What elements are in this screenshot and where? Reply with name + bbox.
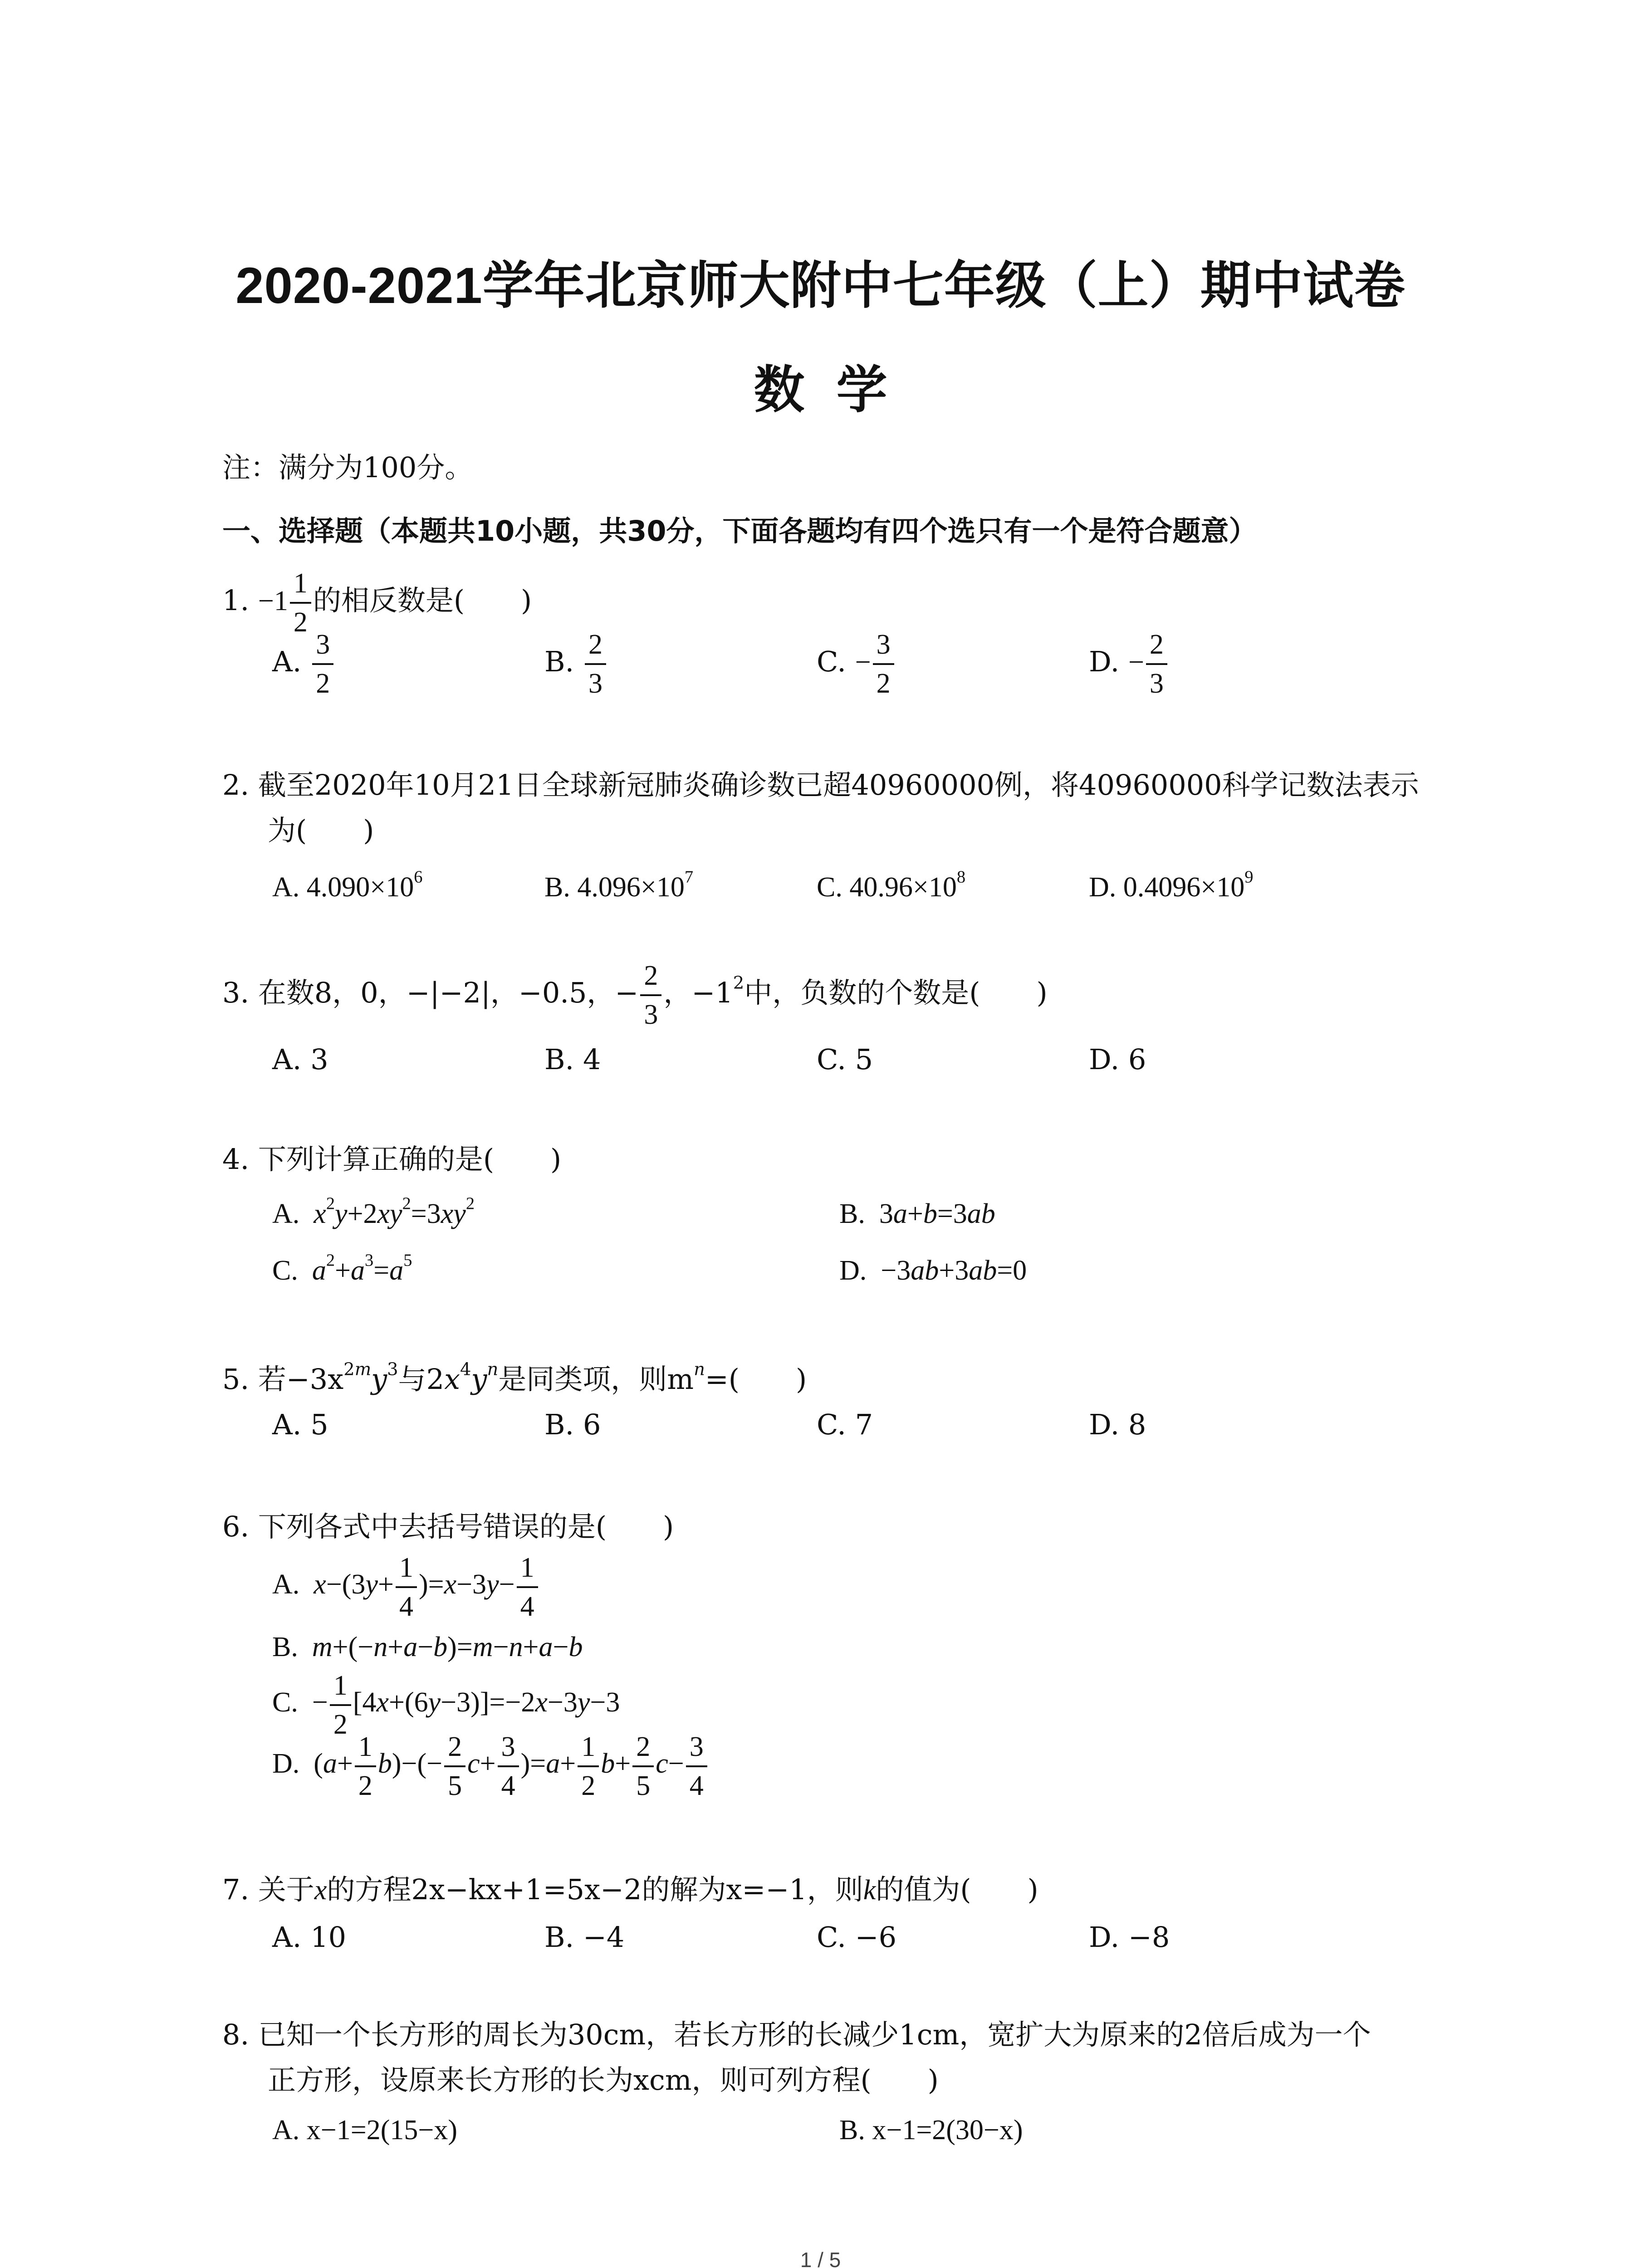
- page-number: 1 / 5: [800, 2248, 841, 2268]
- q6-option-c: C. − $\frac{1}{2}$ [4x+(6y−3)]=−2x−3y−3: [272, 1670, 620, 1740]
- q7-option-d: D. −8: [1089, 1921, 1170, 1954]
- q8-option-b: B. x−1=2(30−x): [839, 2115, 1023, 2146]
- fraction: $\frac{1}{2}$: [290, 569, 311, 636]
- q4-option-b: B. 3a+b=3ab: [839, 1198, 995, 1229]
- q8-option-a: A. x−1=2(15−x): [272, 2115, 457, 2146]
- q3-option-a: A. 3: [272, 1043, 328, 1076]
- q6-option-a: A. x−(3y+ $\frac{1}{4}$ )=x−3y− $\frac{1}{4}$: [272, 1554, 540, 1621]
- question-6: 6. 下列各式中去括号错误的是( ): [222, 1510, 674, 1543]
- q2-option-c: C. $40.96\times 10^8$: [817, 867, 966, 903]
- question-8-line-2: 正方形，设原来长方形的长为xcm，则可列方程( ): [268, 2063, 939, 2097]
- q3-option-b: B. 4: [544, 1043, 601, 1076]
- q1-option-c: C. − $\frac{3}{2}$: [817, 631, 896, 698]
- question-4: 4. 下列计算正确的是( ): [222, 1143, 562, 1176]
- question-3: 3. 在数8，0，−|−2|，−0.5，− $\frac{2}{3}$ ，$-1^2$中，负数的个数是( ): [222, 960, 1048, 1030]
- question-5: 5. 若$-3x^{2m}y^3$与$2x^4y^n$是同类项，则$m^n=$( ): [222, 1359, 807, 1396]
- score-note: 注：满分为100分。: [222, 451, 473, 484]
- q6-option-b: B. m+(−n+a−b)=m−n+a−b: [272, 1632, 583, 1662]
- q1-option-a: A. $\frac{3}{2}$: [272, 631, 335, 698]
- page-title: 2020-2021学年北京师大附中七年级（上）期中试卷: [235, 257, 1406, 314]
- question-7: 7. 关于x的方程2x−kx+1=5x−2的解为x=−1，则k的值为( ): [222, 1873, 1038, 1906]
- q7-option-b: B. −4: [544, 1921, 625, 1954]
- q3-option-d: D. 6: [1089, 1043, 1146, 1076]
- q6-option-d: D. (a+ $\frac{1}{2}$ b)−(− $\frac{2}{5}$ c+ $\frac{3}{4}$ )=a+ $\frac{1}{2}$ b+ $\frac{2}{5}$ c− $\frac{3}{4}$: [272, 1733, 709, 1800]
- q2-option-a: A. $4.090\times 10^6$: [272, 867, 423, 903]
- q4-option-d: D. −3ab+3ab=0: [839, 1255, 1027, 1286]
- q1-option-d: D. − $\frac{2}{3}$: [1089, 631, 1169, 698]
- q5-option-a: A. 5: [272, 1408, 328, 1441]
- q5-option-b: B. 6: [544, 1408, 601, 1441]
- q2-option-d: D. $0.4096\times 10^9$: [1089, 867, 1254, 903]
- page-subtitle: 数学: [754, 362, 919, 418]
- q2-option-b: B. $4.096\times 10^7$: [544, 867, 694, 903]
- q5-option-d: D. 8: [1089, 1408, 1146, 1441]
- q3-option-c: C. 5: [817, 1043, 873, 1076]
- q1-option-b: B. $\frac{2}{3}$: [544, 631, 608, 698]
- question-2-line-1: 2. 截至2020年10月21日全球新冠肺炎确诊数已超40960000例，将40960000科学记数法表示: [222, 768, 1419, 802]
- q7-option-c: C. −6: [817, 1921, 897, 1954]
- section-heading: 一、选择题（本题共10小题，共30分，下面各题均有四个选只有一个是符合题意）: [222, 514, 1257, 547]
- question-8-line-1: 8. 已知一个长方形的周长为30cm，若长方形的长减少1cm，宽扩大为原来的2倍后成为一个: [222, 2018, 1371, 2051]
- question-1: 1. −1 $\frac{1}{2}$ 的相反数是( ): [222, 568, 532, 638]
- q4-option-c: C. $a^2+a^3=a^5$: [272, 1251, 412, 1286]
- q4-option-a: A. $x^2y+2xy^2=3xy^2$: [272, 1194, 475, 1229]
- q5-option-c: C. 7: [817, 1408, 873, 1441]
- question-2-line-2: 为( ): [268, 814, 374, 847]
- q7-option-a: A. 10: [272, 1921, 347, 1954]
